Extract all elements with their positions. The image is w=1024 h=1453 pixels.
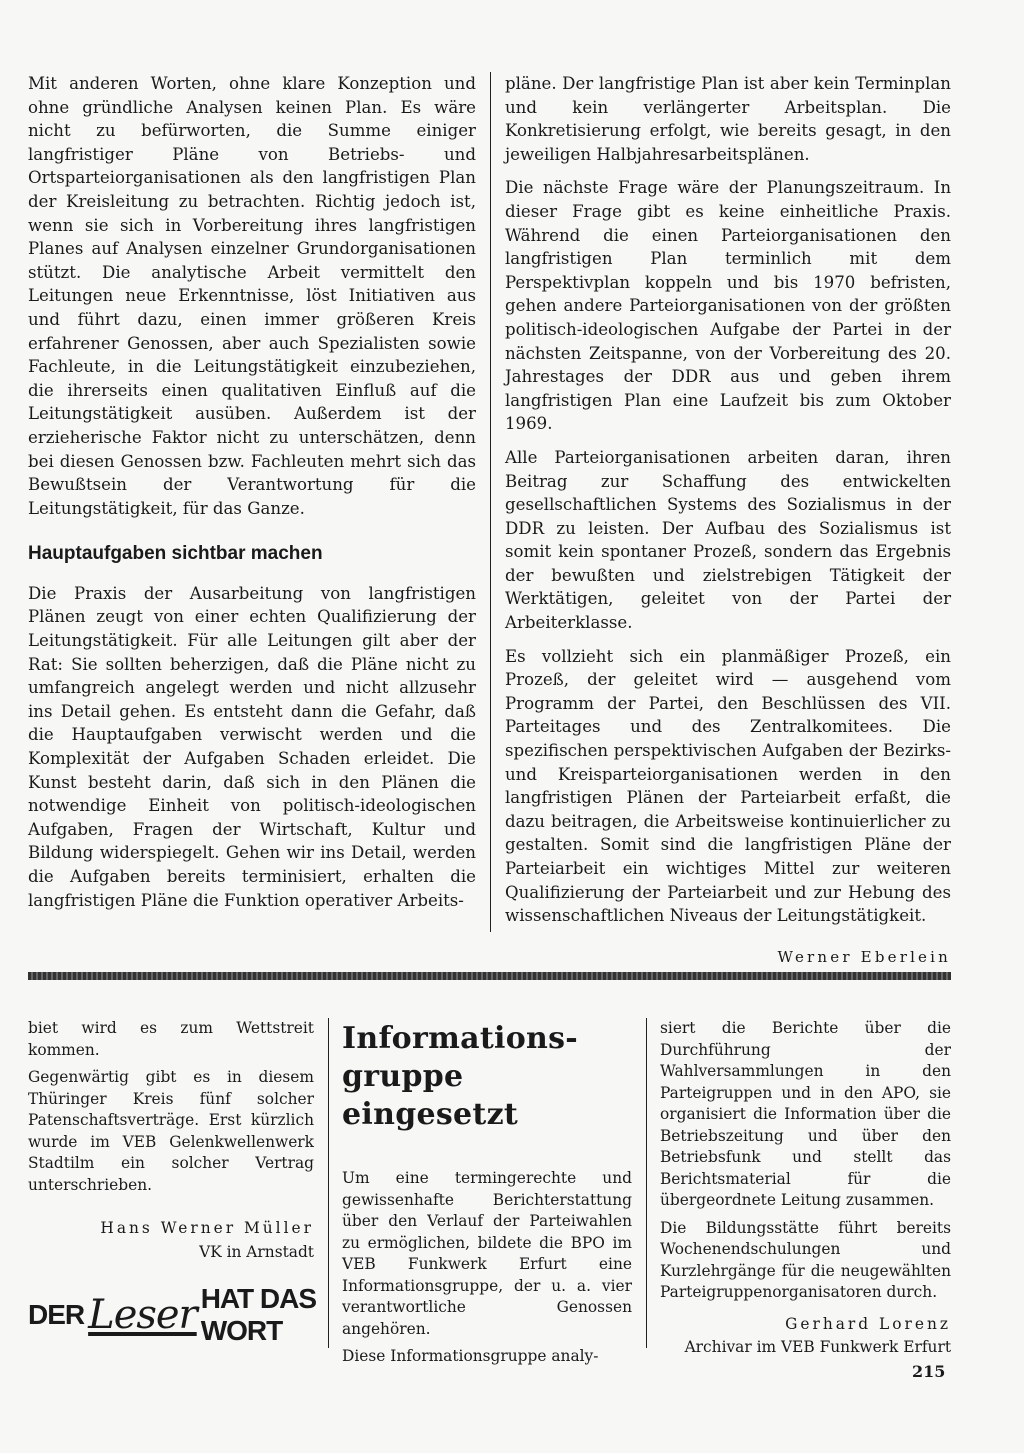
paragraph: Um eine termingerechte und gewissenhafte Berichterstattung über den Verlauf der Parteiwahlen zu ermöglichen, bildete die BPO im VEB Funkwerk Erfurt eine Informationsgruppe, der u. a. vier verantwortliche Genossen angehören.: [342, 1169, 632, 1338]
paragraph: Es vollzieht sich ein planmäßiger Prozeß, ein Prozeß, der geleitet wird — ausgehend vom Programm der Partei, den Beschlüssen des VII. Parteitages und des Zentralkomitees. Die spezifischen perspektivischen Aufgaben der Bezirks- und Kreisparteiorganisationen werden in den langfristigen Plänen der Parteiarbeit erfaßt, die dazu beitragen, die Arbeitsweise kontinuierlicher zu gestalten. Somit sind die langfristigen Pläne der Parteiarbeit ein wichtiges Mittel zur weiteren Qualifizierung der Parteiarbeit und zur Hebung des wissenschaftlichen Niveaus der Leitungstätigkeit.: [505, 646, 951, 926]
author-affiliation: Archivar im VEB Funkwerk Erfurt: [684, 1338, 951, 1356]
author-affiliation: VK in Arnstadt: [199, 1242, 314, 1261]
paragraph: pläne. Der langfristige Plan ist aber kein Terminplan und kein verlängerter Arbeitsplan. Die Konkretisierung erfolgt, wie bereits gesagt, in den jeweiligen Halbjahresarbeitsplänen.: [505, 74, 951, 164]
paragraph: Die Bildungsstätte führt bereits Wochenendschulungen und Kurzlehrgänge für die neugewählten Parteigruppenorganisatoren durch.: [660, 1218, 951, 1301]
letter-headline: Informations-gruppe eingesetzt: [342, 1021, 579, 1132]
paragraph: Diese Informationsgruppe analy-: [342, 1347, 599, 1365]
article-right-column: [505, 72, 951, 979]
column-divider: [646, 1018, 647, 1348]
paragraph: Die Praxis der Ausarbeitung von langfristigen Plänen zeugt von einer echten Qualifizierung der Leitungstätigkeit. Für alle Leitungen gilt aber der Rat: Sie sollten beherzigen, daß die Pläne nicht zu umfangreich angelegt werden und nicht allzusehr ins Detail gehen. Es entsteht dann die Gefahr, daß die Hauptaufgaben verwischt werden und die Komplexität der Aufgaben Schaden erleidet. Die Kunst besteht darin, daß sich in den Plänen die notwendige Einheit von politisch-ideologischen Aufgaben, Fragen der Wirtschaft, Kultur und Bildung widerspiegelt. Gehen wir ins Detail, werden die Aufgaben bereits terminisiert, erhalten die langfristigen Pläne die Funktion operativer Arbeits-: [28, 583, 476, 910]
readers-column-banner: [28, 1283, 318, 1346]
column-divider: [328, 1018, 329, 1348]
page-number: 215: [912, 1362, 946, 1381]
letter-column-2: [342, 1018, 632, 1374]
section-subheading: Hauptaufgaben sichtbar machen: [28, 543, 323, 565]
paragraph: Mit anderen Worten, ohne klare Konzeption und ohne gründliche Analysen keinen Plan. Es wäre nicht zu befürworten, die Summe einiger langfristiger Pläne von Betriebs- und Ortsparteiorganisationen als den langfristigen Plan der Kreisleitung zu betrachten. Richtig jedoch ist, wenn sie sich in Vorbereitung ihres langfristigen Planes auf Analysen einzelner Grundorganisationen stützt. Die analytische Arbeit vermittelt den Leitungen neue Erkenntnisse, löst Initiativen aus und führt dazu, einen immer größeren Kreis erfahrener Genossen, aber auch Spezialisten sowie Fachleute, in die Leitungstätigkeit einzubeziehen, die ihrerseits einen qualitativen Einfluß auf die Leitungstätigkeit ausüben. Außerdem ist der erzieherische Faktor nicht zu unterschätzen, denn bei diesen Genossen bzw. Fachleuten mehrt sich das Bewußtsein der Verantwortung für die Leitungstätigkeit, für das Ganze.: [28, 74, 476, 518]
letter-column-3: [660, 1018, 951, 1359]
article-signature: Werner Eberlein: [777, 947, 951, 966]
paragraph: siert die Berichte über die Durchführung der Wahlversammlungen in den Parteigruppen und in den APO, sie organisiert die Information über die Betriebszeitung und über den Betriebsfunk und stellt das Berichtsmaterial für die übergeordnete Leitung zusammen.: [660, 1019, 951, 1209]
author-name: Hans Werner Müller: [100, 1219, 314, 1237]
author-name: Gerhard Lorenz: [785, 1314, 951, 1333]
article-left-column: [28, 72, 476, 922]
banner-text-right: HAT DAS WORT: [200, 1283, 317, 1346]
column-divider: [490, 72, 491, 932]
paragraph: Die nächste Frage wäre der Planungszeitraum. In dieser Frage gibt es keine einheitliche Praxis. Während die einen Parteiorganisationen den langfristigen Plan terminlich mit dem Perspektivplan koppeln und bis 1970 befristen, gehen andere Parteiorganisationen von der größten politisch-ideologischen Aufgabe der Partei in der nächsten Zeitspanne, von der Vorbereitung des 20. Jahrestages der DDR aus und geben ihrem langfristigen Plan eine Laufzeit bis zum Oktober 1969.: [505, 178, 951, 434]
section-divider-band: [28, 972, 951, 980]
paragraph: biet wird es zum Wettstreit kommen.: [28, 1019, 314, 1059]
banner-script-word: Leser: [88, 1292, 197, 1338]
letter-column-1: [28, 1018, 314, 1263]
paragraph: Alle Parteiorganisationen arbeiten daran, ihren Beitrag zur Schaffung des entwickelten gesellschaftlichen Systems des Sozialismus in der DDR zu leisten. Der Aufbau des Sozialismus ist somit kein spontaner Prozeß, sondern das Ergebnis der bewußten und zielstrebigen Tätigkeit der Werktätigen, geleitet von der Partei der Arbeiterklasse.: [505, 447, 951, 633]
paragraph: Gegenwärtig gibt es in diesem Thüringer Kreis fünf solcher Patenschaftsverträge. Erst kürzlich wurde im VEB Gelenkwellenwerk Stadtilm ein solcher Vertrag unterschrieben.: [28, 1068, 314, 1194]
banner-text-left: DER: [28, 1299, 85, 1330]
